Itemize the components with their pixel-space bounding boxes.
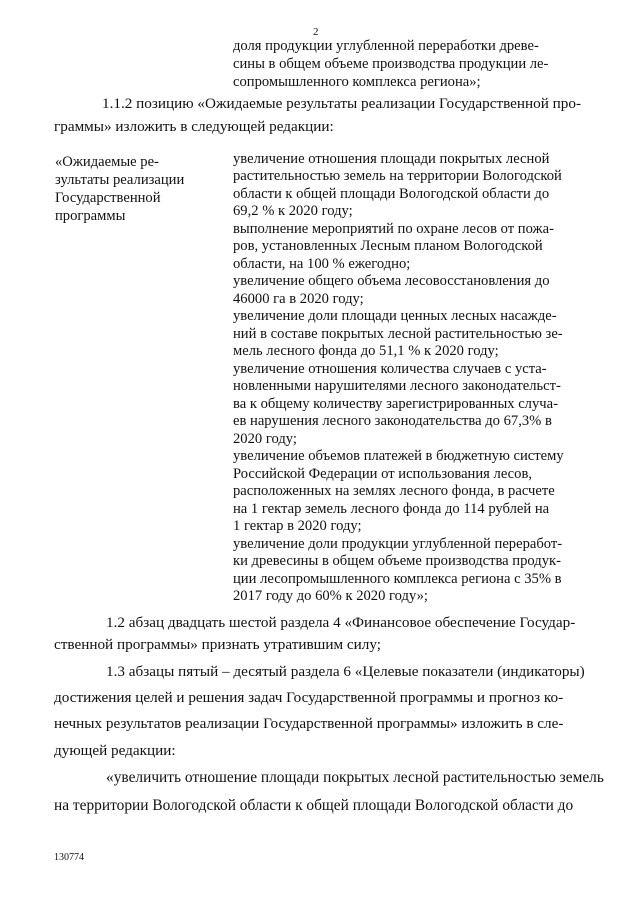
table-right-line: 46000 га в 2020 году;	[233, 291, 364, 307]
para-1-3-line: нечных результатов реализации Государственной программы» изложить в сле-	[54, 715, 564, 732]
table-right-line: на 1 гектар земель лесного фонда до 114 рублей на	[233, 501, 550, 517]
table-right-line: увеличение доли площади ценных лесных насажде-	[233, 308, 557, 324]
table-right-line: новленными нарушителями лесного законодательст-	[233, 378, 561, 394]
top-continuation-line: сины в общем объеме производства продукции ле-	[233, 56, 549, 72]
table-right-line: ров, установленных Лесным планом Вологодской	[233, 238, 543, 254]
table-right-line: ва к общему количеству зарегистрированных случа-	[233, 396, 558, 412]
table-right-line: растительностью земель на территории Вологодской	[233, 168, 562, 184]
para-1-3-line: 1.3 абзацы пятый – десятый раздела 6 «Целевые показатели (индикаторы)	[106, 663, 585, 680]
table-right-line: увеличение объемов платежей в бюджетную систему	[233, 448, 564, 464]
table-right-line: 2017 году до 60% к 2020 году»;	[233, 588, 428, 604]
table-left-label-line: «Ожидаемые ре-	[55, 154, 159, 170]
para-1-1-2-line: 1.1.2 позицию «Ожидаемые результаты реализации Государственной про-	[102, 95, 582, 112]
top-continuation-line: доля продукции углубленной переработки древе-	[233, 38, 539, 54]
footer-document-code: 130774	[54, 852, 84, 863]
table-left-label-line: Государственной	[55, 190, 161, 206]
top-continuation-line: сопромышленного комплекса региона»;	[233, 74, 481, 90]
table-right-line: области к общей площади Вологодской области до	[233, 186, 550, 202]
table-right-line: увеличение отношения площади покрытых лесной	[233, 151, 550, 167]
table-right-line: выполнение мероприятий по охране лесов от пожа-	[233, 221, 554, 237]
table-right-line: Российской Федерации от использования лесов,	[233, 466, 532, 482]
table-right-line: области, на 100 % ежегодно;	[233, 256, 411, 272]
table-right-line: 1 гектар в 2020 году;	[233, 518, 362, 534]
para-1-3-line: дующей редакции:	[54, 742, 176, 759]
table-right-line: увеличение доли продукции углубленной переработ-	[233, 536, 563, 552]
table-right-line: ции лесопромышленного комплекса региона с 35% в	[233, 571, 562, 587]
table-right-line: мель лесного фонда до 51,1 % к 2020 году;	[233, 343, 499, 359]
table-right-line: ки древесины в общем объеме производства продук-	[233, 553, 561, 569]
para-last-line: «увеличить отношение площади покрытых лесной растительностью земель	[106, 769, 604, 786]
table-right-line: увеличение отношения количества случаев с уста-	[233, 361, 547, 377]
page-number: 2	[313, 26, 319, 38]
para-1-3-line: достижения целей и решения задач Государственной программы и прогноз ко-	[54, 689, 564, 706]
table-right-line: расположенных на землях лесного фонда, в расчете	[233, 483, 555, 499]
table-right-line: 2020 году;	[233, 431, 297, 447]
table-left-label-line: зультаты реализации	[55, 172, 185, 188]
table-right-line: ний в составе покрытых лесной растительностью зе-	[233, 326, 563, 342]
para-last-line: на территории Вологодской области к общей площади Вологодской области до	[54, 797, 574, 814]
table-right-line: 69,2 % к 2020 году;	[233, 203, 353, 219]
table-right-line: ев нарушения лесного законодательства до 67,3% в	[233, 413, 552, 429]
para-1-1-2-line: граммы» изложить в следующей редакции:	[54, 118, 334, 135]
para-1-2-line: 1.2 абзац двадцать шестой раздела 4 «Финансовое обеспечение Государ-	[106, 614, 576, 631]
table-right-line: увеличение общего объема лесовосстановления до	[233, 273, 550, 289]
para-1-2-line: ственной программы» признать утратившим силу;	[54, 636, 381, 653]
table-left-label-line: программы	[55, 208, 126, 224]
